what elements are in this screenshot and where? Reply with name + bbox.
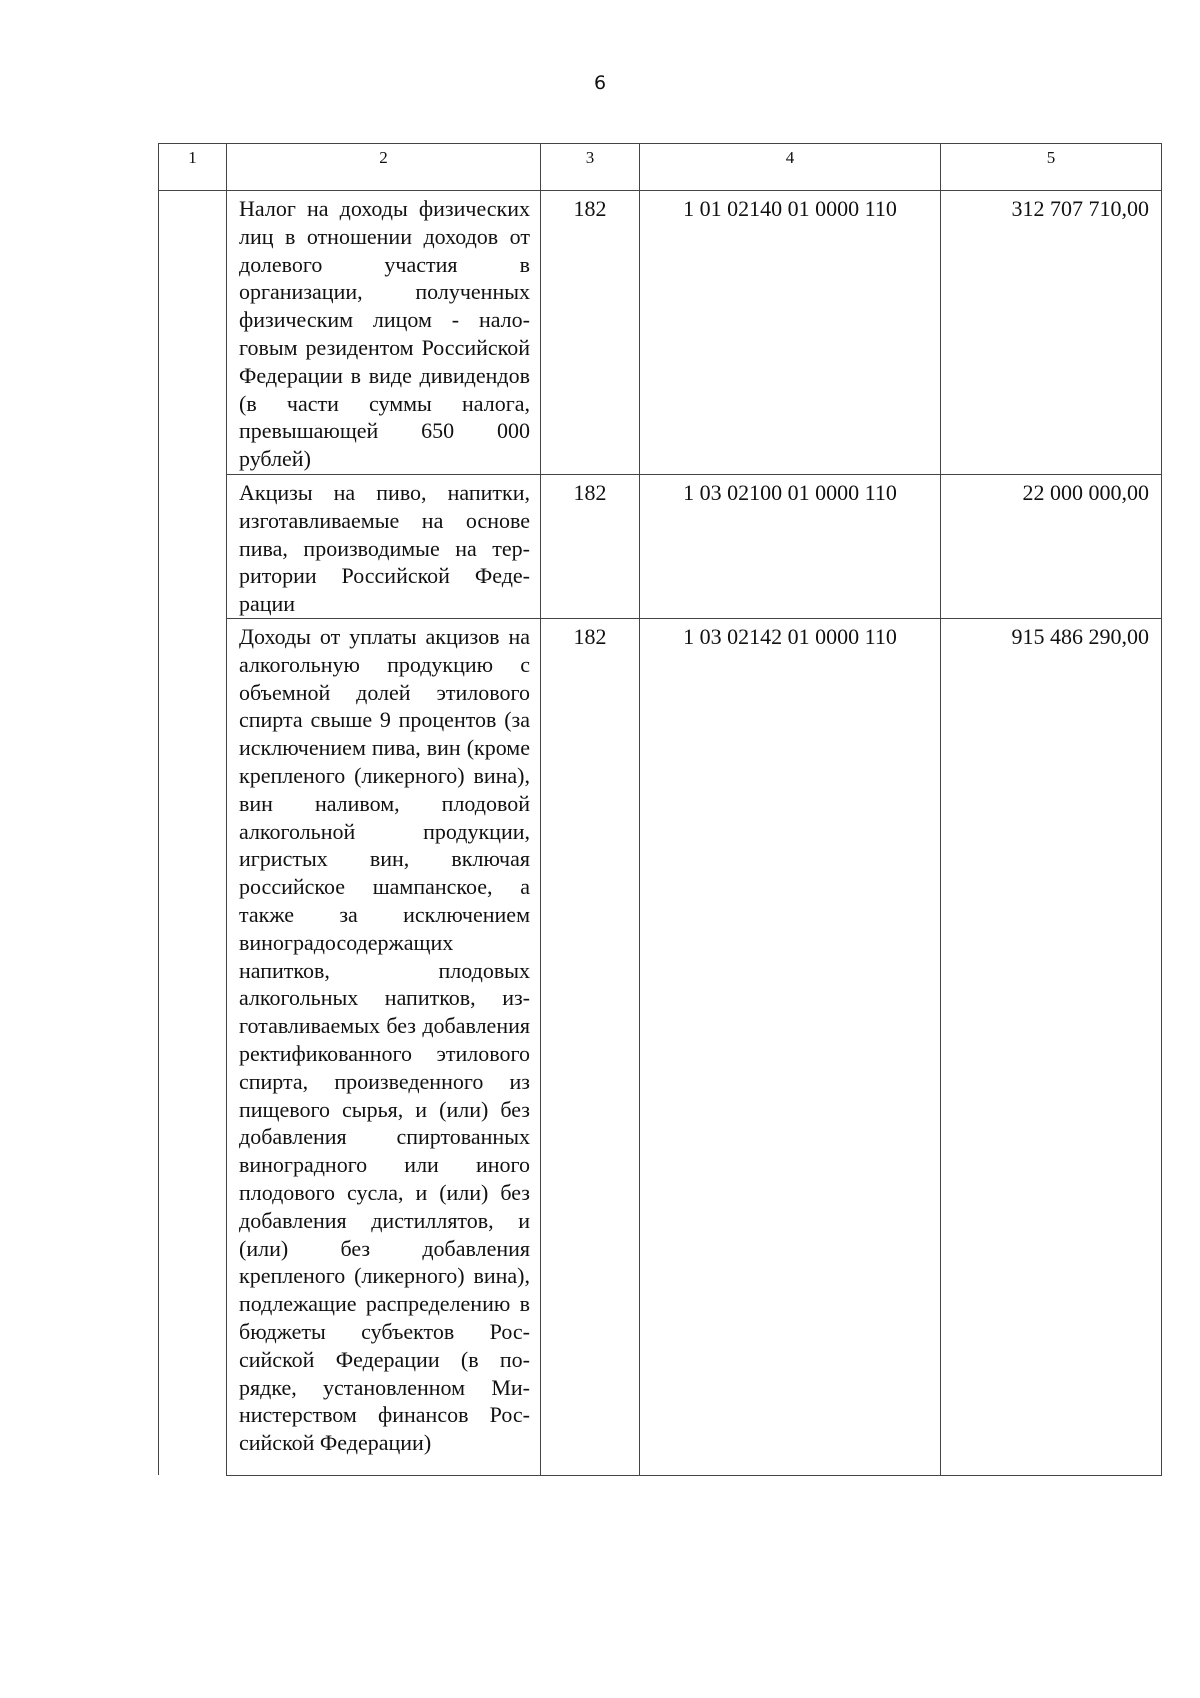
admin-code-cell: 182	[541, 475, 640, 619]
amount-cell: 312 707 710,00	[941, 191, 1162, 475]
header-col-5: 5	[941, 144, 1162, 191]
page-number: 6	[593, 72, 607, 94]
header-col-3: 3	[541, 144, 640, 191]
revenue-name-cell: Налог на доходы физических лиц в отношении доходов от долевого участия в организации, полученных физическим лицом - налоговым резидентом Российской Федерации в виде дивидендов (в части суммы налога, превышающей 650 000 рублей)	[227, 191, 541, 475]
row-number-cell	[159, 191, 227, 475]
header-col-1: 1	[159, 144, 227, 191]
table-row	[159, 191, 1162, 475]
table-header-row	[159, 144, 1162, 191]
row-number-cell	[159, 475, 227, 619]
admin-code-cell: 182	[541, 618, 640, 1475]
kbk-code-cell: 1 03 02142 01 0000 110	[640, 618, 941, 1475]
header-col-4: 4	[640, 144, 941, 191]
admin-code-cell: 182	[541, 191, 640, 475]
kbk-code-cell: 1 01 02140 01 0000 110	[640, 191, 941, 475]
amount-cell: 915 486 290,00	[941, 618, 1162, 1475]
kbk-code-cell: 1 03 02100 01 0000 110	[640, 475, 941, 619]
revenue-name-cell: Акцизы на пиво, напитки, изготавливаемые на основе пива, производимые на территории Российской Федерации	[227, 475, 541, 619]
amount-cell: 22 000 000,00	[941, 475, 1162, 619]
revenue-table	[158, 143, 1162, 1476]
table-row	[159, 618, 1162, 1475]
table-row	[159, 475, 1162, 619]
row-number-cell	[159, 618, 227, 1475]
revenue-name-cell: Доходы от уплаты акцизов на алкогольную продукцию с объемной долей этилового спирта свыше 9 процентов (за исключением пива, вин (кроме крепленого (ликерного) вина), вин наливом, плодовой алкогольной продукции, игристых вин, включая российское шампанское, а также за исключением виноградосодержащих напитков, плодовых алкогольных напитков, изготавливаемых без добавления ректификованного этилового спирта, произведенного из пищевого сырья, и (или) без добавления спиртованных виноградного или иного плодового сусла, и (или) без добавления дистиллятов, и (или) без добавления крепленого (ликерного) вина), подлежащие распределению в бюджеты субъектов Российской Федерации (в порядке, установленном Министерством финансов Российской Федерации)	[227, 618, 541, 1475]
header-col-2: 2	[227, 144, 541, 191]
